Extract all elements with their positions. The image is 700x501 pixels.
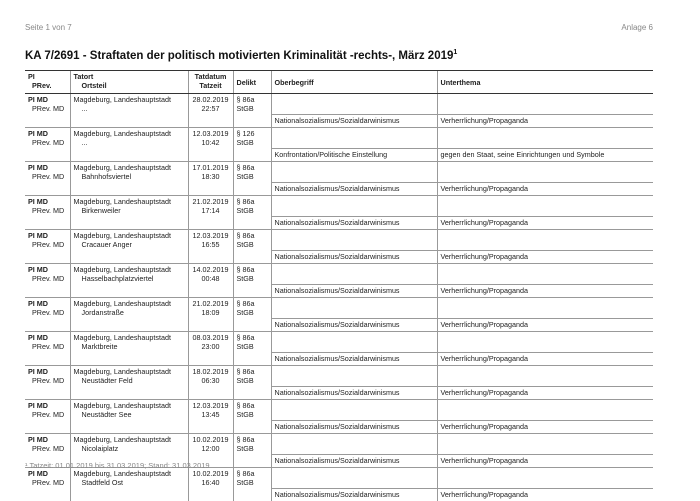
table-row — [25, 366, 653, 387]
table-row — [25, 264, 653, 285]
cell-datum: 10.02.2019 12:00 — [188, 434, 233, 455]
header-oberbegriff: Oberbegriff — [271, 71, 437, 94]
table-row — [25, 400, 653, 421]
cell-empty — [271, 196, 437, 217]
cell-delikt: § 86a StGB — [233, 94, 271, 115]
cell-datum: 12.03.2019 10:42 — [188, 128, 233, 149]
table-row — [25, 128, 653, 149]
cell-datum: 10.02.2019 16:40 — [188, 468, 233, 489]
cell-delikt: § 86a StGB — [233, 468, 271, 489]
cell-empty — [271, 162, 437, 183]
cell-unterthema: Verherrlichung/Propaganda — [437, 285, 653, 298]
cell-datum: 14.02.2019 00:48 — [188, 264, 233, 285]
table-row-detail — [25, 183, 653, 196]
header-tatort: Tatort Ortsteil — [70, 71, 188, 94]
cell-empty — [437, 366, 653, 387]
header-pi: PI PRev. — [25, 71, 70, 94]
cell-empty — [271, 400, 437, 421]
cell-unterthema: Verherrlichung/Propaganda — [437, 387, 653, 400]
cell-empty — [271, 468, 437, 489]
cell-empty — [271, 366, 437, 387]
cell-empty — [271, 332, 437, 353]
cell-tatort: Magdeburg, Landeshauptstadt Nicolaiplatz — [70, 434, 188, 455]
cell-oberbegriff: Nationalsozialismus/Sozialdarwinismus — [271, 387, 437, 400]
cell-pi: PI MD PRev. MD — [25, 366, 70, 387]
cell-oberbegriff: Nationalsozialismus/Sozialdarwinismus — [271, 353, 437, 366]
cell-empty — [271, 298, 437, 319]
table-row-detail — [25, 353, 653, 366]
cell-datum: 12.03.2019 13:45 — [188, 400, 233, 421]
cell-tatort: Magdeburg, Landeshauptstadt ... — [70, 94, 188, 115]
header-tatzeit: Tatzeit — [199, 81, 221, 90]
cell-pi: PI MD PRev. MD — [25, 162, 70, 183]
cell-unterthema: Verherrlichung/Propaganda — [437, 489, 653, 501]
cell-pi: PI MD PRev. MD — [25, 230, 70, 251]
table-row — [25, 332, 653, 353]
cell-oberbegriff: Nationalsozialismus/Sozialdarwinismus — [271, 489, 437, 501]
header-unterthema: Unterthema — [437, 71, 653, 94]
cell-empty — [437, 400, 653, 421]
table-row-detail — [25, 285, 653, 298]
cell-oberbegriff: Nationalsozialismus/Sozialdarwinismus — [271, 251, 437, 264]
table-row-detail — [25, 319, 653, 332]
cell-oberbegriff: Nationalsozialismus/Sozialdarwinismus — [271, 285, 437, 298]
cell-datum: 21.02.2019 17:14 — [188, 196, 233, 217]
title-footnote-marker: 1 — [453, 49, 457, 56]
table-row-detail — [25, 387, 653, 400]
cell-empty — [437, 162, 653, 183]
cell-pi: PI MD PRev. MD — [25, 264, 70, 285]
table-row — [25, 196, 653, 217]
cell-delikt: § 86a StGB — [233, 366, 271, 387]
footnote: ¹ Tatzeit: 01.01.2019 bis 31.03.2019; Stand: 31.03.2019 — [25, 461, 210, 470]
cell-delikt: § 86a StGB — [233, 434, 271, 455]
cell-delikt: § 86a StGB — [233, 230, 271, 251]
table-row — [25, 230, 653, 251]
cell-pi: PI MD PRev. MD — [25, 434, 70, 455]
cell-delikt: § 86a StGB — [233, 298, 271, 319]
cell-empty — [437, 230, 653, 251]
cell-pi: PI MD PRev. MD — [25, 94, 70, 115]
cell-tatort: Magdeburg, Landeshauptstadt Cracauer Anger — [70, 230, 188, 251]
document-title: KA 7/2691 - Straftaten der politisch motivierten Kriminalität -rechts-, März 2019$^1$ — [25, 49, 457, 62]
cell-unterthema: Verherrlichung/Propaganda — [437, 183, 653, 196]
cell-tatort: Magdeburg, Landeshauptstadt Stadtfeld Ost — [70, 468, 188, 489]
crime-table — [25, 70, 653, 501]
cell-empty — [271, 94, 437, 115]
table-row — [25, 94, 653, 115]
header-tatdatum: Tatdatum Tatzeit — [188, 71, 233, 94]
cell-datum: 08.03.2019 23:00 — [188, 332, 233, 353]
cell-empty — [437, 264, 653, 285]
cell-oberbegriff: Nationalsozialismus/Sozialdarwinismus — [271, 421, 437, 434]
table-row-detail — [25, 217, 653, 230]
cell-unterthema: Verherrlichung/Propaganda — [437, 251, 653, 264]
cell-oberbegriff: Nationalsozialismus/Sozialdarwinismus — [271, 455, 437, 468]
cell-tatort: Magdeburg, Landeshauptstadt Marktbreite — [70, 332, 188, 353]
cell-unterthema: Verherrlichung/Propaganda — [437, 455, 653, 468]
cell-datum: 12.03.2019 16:55 — [188, 230, 233, 251]
cell-tatort: Magdeburg, Landeshauptstadt Hasselbachplatzviertel — [70, 264, 188, 285]
cell-tatort: Magdeburg, Landeshauptstadt Bahnhofsviertel — [70, 162, 188, 183]
cell-empty — [271, 128, 437, 149]
cell-delikt: § 86a StGB — [233, 400, 271, 421]
cell-tatort: Magdeburg, Landeshauptstadt Neustädter See — [70, 400, 188, 421]
cell-delikt: § 86a StGB — [233, 162, 271, 183]
cell-empty — [437, 434, 653, 455]
cell-datum: 17.01.2019 18:30 — [188, 162, 233, 183]
cell-oberbegriff: Nationalsozialismus/Sozialdarwinismus — [271, 217, 437, 230]
table-row — [25, 298, 653, 319]
cell-pi: PI MD PRev. MD — [25, 400, 70, 421]
table-row-detail — [25, 115, 653, 128]
cell-empty — [271, 264, 437, 285]
cell-oberbegriff: Nationalsozialismus/Sozialdarwinismus — [271, 115, 437, 128]
attachment-label: Anlage 6 — [621, 23, 653, 32]
cell-delikt: § 86a StGB — [233, 332, 271, 353]
cell-empty — [271, 230, 437, 251]
cell-pi: PI MD PRev. MD — [25, 196, 70, 217]
table-header — [25, 71, 653, 94]
cell-datum: 21.02.2019 18:09 — [188, 298, 233, 319]
cell-empty — [437, 94, 653, 115]
cell-datum: 28.02.2019 22:57 — [188, 94, 233, 115]
cell-pi: PI MD PRev. MD — [25, 468, 70, 489]
cell-unterthema: Verherrlichung/Propaganda — [437, 319, 653, 332]
cell-oberbegriff: Konfrontation/Politische Einstellung — [271, 149, 437, 162]
table-row — [25, 162, 653, 183]
cell-datum: 18.02.2019 06:30 — [188, 366, 233, 387]
cell-unterthema: Verherrlichung/Propaganda — [437, 353, 653, 366]
cell-delikt: § 86a StGB — [233, 264, 271, 285]
table-row-detail — [25, 149, 653, 162]
cell-tatort: Magdeburg, Landeshauptstadt Jordanstraße — [70, 298, 188, 319]
cell-tatort: Magdeburg, Landeshauptstadt ... — [70, 128, 188, 149]
cell-empty — [437, 128, 653, 149]
cell-pi: PI MD PRev. MD — [25, 128, 70, 149]
cell-empty — [437, 196, 653, 217]
cell-unterthema: Verherrlichung/Propaganda — [437, 421, 653, 434]
cell-tatort: Magdeburg, Landeshauptstadt Neustädter Feld — [70, 366, 188, 387]
cell-tatort: Magdeburg, Landeshauptstadt Birkenweiler — [70, 196, 188, 217]
cell-empty — [437, 468, 653, 489]
header-delikt: Delikt — [233, 71, 271, 94]
page-number: Seite 1 von 7 — [25, 23, 72, 32]
table-row — [25, 468, 653, 489]
cell-unterthema: Verherrlichung/Propaganda — [437, 115, 653, 128]
cell-delikt: § 86a StGB — [233, 196, 271, 217]
cell-empty — [437, 298, 653, 319]
table-row-detail — [25, 421, 653, 434]
cell-unterthema: Verherrlichung/Propaganda — [437, 217, 653, 230]
header-ortsteil: Ortsteil — [74, 81, 185, 90]
cell-pi: PI MD PRev. MD — [25, 298, 70, 319]
cell-empty — [437, 332, 653, 353]
header-prev: PRev. — [28, 81, 67, 90]
cell-delikt: § 126 StGB — [233, 128, 271, 149]
cell-unterthema: gegen den Staat, seine Einrichtungen und Symbole — [437, 149, 653, 162]
cell-oberbegriff: Nationalsozialismus/Sozialdarwinismus — [271, 183, 437, 196]
cell-empty — [271, 434, 437, 455]
table-row — [25, 434, 653, 455]
table-row-detail — [25, 251, 653, 264]
cell-oberbegriff: Nationalsozialismus/Sozialdarwinismus — [271, 319, 437, 332]
cell-pi: PI MD PRev. MD — [25, 332, 70, 353]
